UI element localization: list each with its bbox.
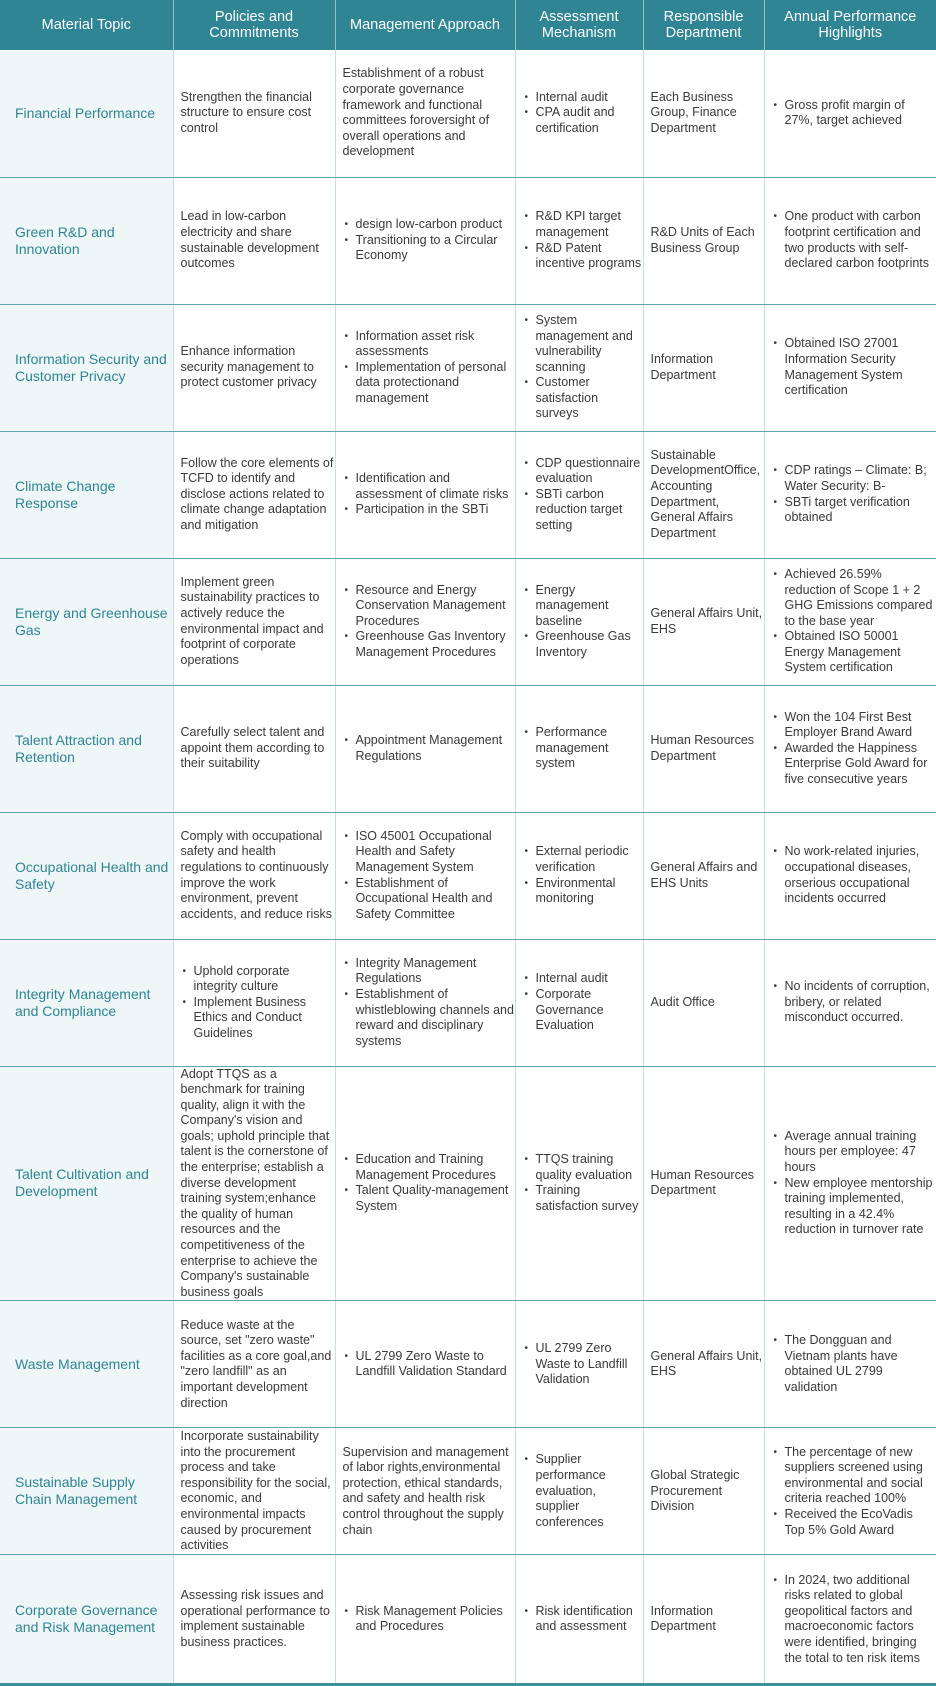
department-cell: Human Resources Department xyxy=(643,685,764,812)
assessment-cell-list xyxy=(523,1341,643,1388)
assessment-cell xyxy=(515,1555,643,1685)
table-row xyxy=(0,304,936,431)
highlights-cell-list xyxy=(772,567,936,676)
list-item: • UL 2799 Zero Waste to Landfill Validation Standard xyxy=(343,1349,515,1380)
list-item: • Environmental monitoring xyxy=(523,876,643,907)
list-item: • TTQS training quality evaluation xyxy=(523,1152,643,1183)
list-item: • SBTi carbon reduction target setting xyxy=(523,487,643,534)
department-cell: General Affairs and EHS Units xyxy=(643,812,764,939)
approach-cell-list xyxy=(343,829,515,923)
highlights-cell xyxy=(764,177,936,304)
highlights-cell xyxy=(764,1301,936,1428)
approach-cell xyxy=(335,685,515,812)
policies-cell: Assessing risk issues and operational performance to implement sustainable business practices. xyxy=(173,1555,335,1685)
list-item: • Obtained ISO 50001 Energy Management System certification xyxy=(772,629,936,676)
header-management-approach: Management Approach xyxy=(335,0,515,50)
list-item: • Greenhouse Gas Inventory xyxy=(523,629,643,660)
highlights-cell-list xyxy=(772,1445,936,1539)
approach-cell: Supervision and management of labor rights,environmental protection, ethical standards, and safety and health risk control throughout the supply chain xyxy=(335,1428,515,1555)
assessment-cell-list xyxy=(523,1604,643,1635)
highlights-cell xyxy=(764,50,936,177)
list-item: • Identification and assessment of climate risks xyxy=(343,471,515,502)
approach-cell-list xyxy=(343,733,515,764)
list-item: • Gross profit margin of 27%, target achieved xyxy=(772,98,936,129)
assessment-cell xyxy=(515,177,643,304)
list-item: • Awarded the Happiness Enterprise Gold Award for five consecutive years xyxy=(772,741,936,788)
list-item: • Won the 104 First Best Employer Brand Award xyxy=(772,710,936,741)
department-cell: Audit Office xyxy=(643,939,764,1066)
material-topic-cell: Occupational Health and Safety xyxy=(0,812,173,939)
assessment-cell-list xyxy=(523,1152,643,1214)
list-item: • CDP ratings – Climate: B; Water Security: B- xyxy=(772,463,936,494)
list-item: • Integrity Management Regulations xyxy=(343,956,515,987)
approach-cell xyxy=(335,431,515,558)
department-cell: Information Department xyxy=(643,304,764,431)
approach-cell: Establishment of a robust corporate governance framework and functional committees foroversight of overall operations and development xyxy=(335,50,515,177)
list-item: • R&D KPI target management xyxy=(523,209,643,240)
assessment-cell xyxy=(515,939,643,1066)
table-header-row xyxy=(0,0,936,50)
material-topic-cell: Green R&D and Innovation xyxy=(0,177,173,304)
highlights-cell-list xyxy=(772,979,936,1026)
highlights-cell-list xyxy=(772,336,936,398)
policies-cell: Reduce waste at the source, set "zero waste" facilities as a core goal,and "zero landfill" as an important development direction xyxy=(173,1301,335,1428)
header-assessment-mechanism: Assessment Mechanism xyxy=(515,0,643,50)
policies-cell: Adopt TTQS as a benchmark for training quality, align it with the Company's vision and goals; uphold principle that talent is the cornerstone of the enterprise; establish a diverse development training system;enhance the quality of human resources and the competitiveness of the enterprise to achieve the Company's sustainable business goals xyxy=(173,1066,335,1301)
assessment-cell xyxy=(515,812,643,939)
policies-cell xyxy=(173,939,335,1066)
list-item: • System management and vulnerability scanning xyxy=(523,313,643,375)
list-item: • Received the EcoVadis Top 5% Gold Award xyxy=(772,1507,936,1538)
policies-cell: Follow the core elements of TCFD to identify and disclose actions related to climate change adaptation and mitigation xyxy=(173,431,335,558)
approach-cell xyxy=(335,812,515,939)
assessment-cell-list xyxy=(523,209,643,271)
material-topic-cell: Integrity Management and Compliance xyxy=(0,939,173,1066)
material-topic-cell: Information Security and Customer Privacy xyxy=(0,304,173,431)
list-item: • No work-related injuries, occupational diseases, orserious occupational incidents occurred xyxy=(772,844,936,906)
assessment-cell xyxy=(515,1066,643,1301)
header-performance-highlights: Annual Performance Highlights xyxy=(764,0,936,50)
department-cell: Information Department xyxy=(643,1555,764,1685)
highlights-cell-list xyxy=(772,98,936,129)
list-item: • Achieved 26.59% reduction of Scope 1 + 2 GHG Emissions compared to the base year xyxy=(772,567,936,629)
assessment-cell xyxy=(515,304,643,431)
assessment-cell-list xyxy=(523,971,643,1033)
list-item: • Participation in the SBTi xyxy=(343,502,515,518)
assessment-cell xyxy=(515,50,643,177)
list-item: • Supplier performance evaluation, supplier conferences xyxy=(523,1452,643,1530)
policies-cell: Incorporate sustainability into the procurement process and take responsibility for the social, economic, and environmental impacts caused by procurement activities xyxy=(173,1428,335,1555)
policies-cell: Strengthen the financial structure to ensure cost control xyxy=(173,50,335,177)
list-item: • CPA audit and certification xyxy=(523,105,643,136)
table-row xyxy=(0,177,936,304)
list-item: • Greenhouse Gas Inventory Management Procedures xyxy=(343,629,515,660)
table-row xyxy=(0,50,936,177)
department-cell: Sustainable DevelopmentOffice, Accounting Department, General Affairs Department xyxy=(643,431,764,558)
table-row xyxy=(0,812,936,939)
department-cell: Global Strategic Procurement Division xyxy=(643,1428,764,1555)
list-item: • Internal audit xyxy=(523,90,643,106)
approach-cell-list xyxy=(343,471,515,518)
list-item: • Risk Management Policies and Procedures xyxy=(343,1604,515,1635)
department-cell: R&D Units of Each Business Group xyxy=(643,177,764,304)
assessment-cell-list xyxy=(523,90,643,137)
assessment-cell xyxy=(515,558,643,685)
list-item: • ISO 45001 Occupational Health and Safety Management System xyxy=(343,829,515,876)
material-topic-cell: Sustainable Supply Chain Management xyxy=(0,1428,173,1555)
table-row xyxy=(0,1301,936,1428)
highlights-cell-list xyxy=(772,1129,936,1238)
material-topic-cell: Corporate Governance and Risk Management xyxy=(0,1555,173,1685)
list-item: • Implementation of personal data protectionand management xyxy=(343,360,515,407)
list-item: • Implement Business Ethics and Conduct Guidelines xyxy=(181,995,335,1042)
approach-cell-list xyxy=(343,1349,515,1380)
policies-cell: Comply with occupational safety and health regulations to continuously improve the work environment, prevent accidents, and reduce risks xyxy=(173,812,335,939)
list-item: • Talent Quality-management System xyxy=(343,1183,515,1214)
assessment-cell xyxy=(515,431,643,558)
list-item: • In 2024, two additional risks related to global geopolitical factors and macroeconomic factors were identified, bringing the total to ten risk items xyxy=(772,1573,936,1667)
highlights-cell xyxy=(764,304,936,431)
list-item: • Risk identification and assessment xyxy=(523,1604,643,1635)
list-item: • New employee mentorship training implemented, resulting in a 42.4% reduction in turnover rate xyxy=(772,1176,936,1238)
list-item: • The percentage of new suppliers screened using environmental and social criteria reached 100% xyxy=(772,1445,936,1507)
highlights-cell xyxy=(764,812,936,939)
approach-cell-list xyxy=(343,1604,515,1635)
approach-cell-list xyxy=(343,329,515,407)
approach-cell-list xyxy=(343,1152,515,1214)
list-item: • Training satisfaction survey xyxy=(523,1183,643,1214)
table-row xyxy=(0,939,936,1066)
highlights-cell xyxy=(764,431,936,558)
table-row xyxy=(0,1428,936,1555)
assessment-cell-list xyxy=(523,456,643,534)
list-item: • Internal audit xyxy=(523,971,643,987)
table-row xyxy=(0,1066,936,1301)
list-item: • The Dongguan and Vietnam plants have obtained UL 2799 validation xyxy=(772,1333,936,1395)
highlights-cell-list xyxy=(772,710,936,788)
approach-cell xyxy=(335,558,515,685)
table-row xyxy=(0,431,936,558)
highlights-cell-list xyxy=(772,1573,936,1667)
list-item: • Appointment Management Regulations xyxy=(343,733,515,764)
policies-cell: Carefully select talent and appoint them according to their suitability xyxy=(173,685,335,812)
highlights-cell xyxy=(764,1066,936,1301)
list-item: • UL 2799 Zero Waste to Landfill Validation xyxy=(523,1341,643,1388)
list-item: • Resource and Energy Conservation Management Procedures xyxy=(343,583,515,630)
assessment-cell-list xyxy=(523,844,643,906)
list-item: • SBTi target verification obtained xyxy=(772,495,936,526)
list-item: • Uphold corporate integrity culture xyxy=(181,964,335,995)
material-topic-cell: Talent Attraction and Retention xyxy=(0,685,173,812)
list-item: • Establishment of Occupational Health and Safety Committee xyxy=(343,876,515,923)
list-item: • Education and Training Management Procedures xyxy=(343,1152,515,1183)
list-item: • No incidents of corruption, bribery, or related misconduct occurred. xyxy=(772,979,936,1026)
list-item: • Customer satisfaction surveys xyxy=(523,375,643,422)
list-item: • Energy management baseline xyxy=(523,583,643,630)
highlights-cell-list xyxy=(772,1333,936,1395)
material-topic-cell: Talent Cultivation and Development xyxy=(0,1066,173,1301)
list-item: • Performance management system xyxy=(523,725,643,772)
highlights-cell-list xyxy=(772,844,936,906)
list-item: • Average annual training hours per employee: 47 hours xyxy=(772,1129,936,1176)
list-item: • CDP questionnaire evaluation xyxy=(523,456,643,487)
list-item: • Establishment of whistleblowing channels and reward and disciplinary systems xyxy=(343,987,515,1049)
policies-cell: Implement green sustainability practices to actively reduce the environmental impact and footprint of corporate operations xyxy=(173,558,335,685)
approach-cell xyxy=(335,304,515,431)
header-responsible-department: Responsible Department xyxy=(643,0,764,50)
assessment-cell-list xyxy=(523,583,643,661)
table-row xyxy=(0,558,936,685)
material-topic-cell: Financial Performance xyxy=(0,50,173,177)
assessment-cell xyxy=(515,685,643,812)
material-topic-cell: Waste Management xyxy=(0,1301,173,1428)
approach-cell xyxy=(335,1066,515,1301)
list-item: • Obtained ISO 27001 Information Security Management System certification xyxy=(772,336,936,398)
policies-cell: Lead in low-carbon electricity and share sustainable development outcomes xyxy=(173,177,335,304)
header-material-topic: Material Topic xyxy=(0,0,173,50)
assessment-cell-list xyxy=(523,1452,643,1530)
list-item: • External periodic verification xyxy=(523,844,643,875)
list-item: • Corporate Governance Evaluation xyxy=(523,987,643,1034)
highlights-cell xyxy=(764,939,936,1066)
highlights-cell xyxy=(764,1555,936,1685)
list-item: • Transitioning to a Circular Economy xyxy=(343,233,515,264)
highlights-cell-list xyxy=(772,209,936,271)
policies-cell: Enhance information security management to protect customer privacy xyxy=(173,304,335,431)
department-cell: Each Business Group, Finance Department xyxy=(643,50,764,177)
list-item: • One product with carbon footprint certification and two products with self-declared carbon footprints xyxy=(772,209,936,271)
header-policies: Policies and Commitments xyxy=(173,0,335,50)
department-cell: Human Resources Department xyxy=(643,1066,764,1301)
highlights-cell xyxy=(764,1428,936,1555)
approach-cell-list xyxy=(343,583,515,661)
material-topic-cell: Energy and Greenhouse Gas xyxy=(0,558,173,685)
approach-cell-list xyxy=(343,956,515,1050)
list-item: • R&D Patent incentive programs xyxy=(523,241,643,272)
approach-cell xyxy=(335,1555,515,1685)
assessment-cell-list xyxy=(523,725,643,772)
assessment-cell xyxy=(515,1428,643,1555)
material-topic-cell: Climate Change Response xyxy=(0,431,173,558)
approach-cell xyxy=(335,939,515,1066)
list-item: • Information asset risk assessments xyxy=(343,329,515,360)
approach-cell-list xyxy=(343,217,515,264)
highlights-cell-list xyxy=(772,463,936,525)
list-item: • design low-carbon product xyxy=(343,217,515,233)
table-row xyxy=(0,1555,936,1685)
table-row xyxy=(0,685,936,812)
approach-cell xyxy=(335,177,515,304)
policies-cell-list xyxy=(181,964,335,1042)
assessment-cell xyxy=(515,1301,643,1428)
assessment-cell-list xyxy=(523,313,643,422)
approach-cell xyxy=(335,1301,515,1428)
highlights-cell xyxy=(764,685,936,812)
department-cell: General Affairs Unit, EHS xyxy=(643,558,764,685)
highlights-cell xyxy=(764,558,936,685)
department-cell: General Affairs Unit, EHS xyxy=(643,1301,764,1428)
